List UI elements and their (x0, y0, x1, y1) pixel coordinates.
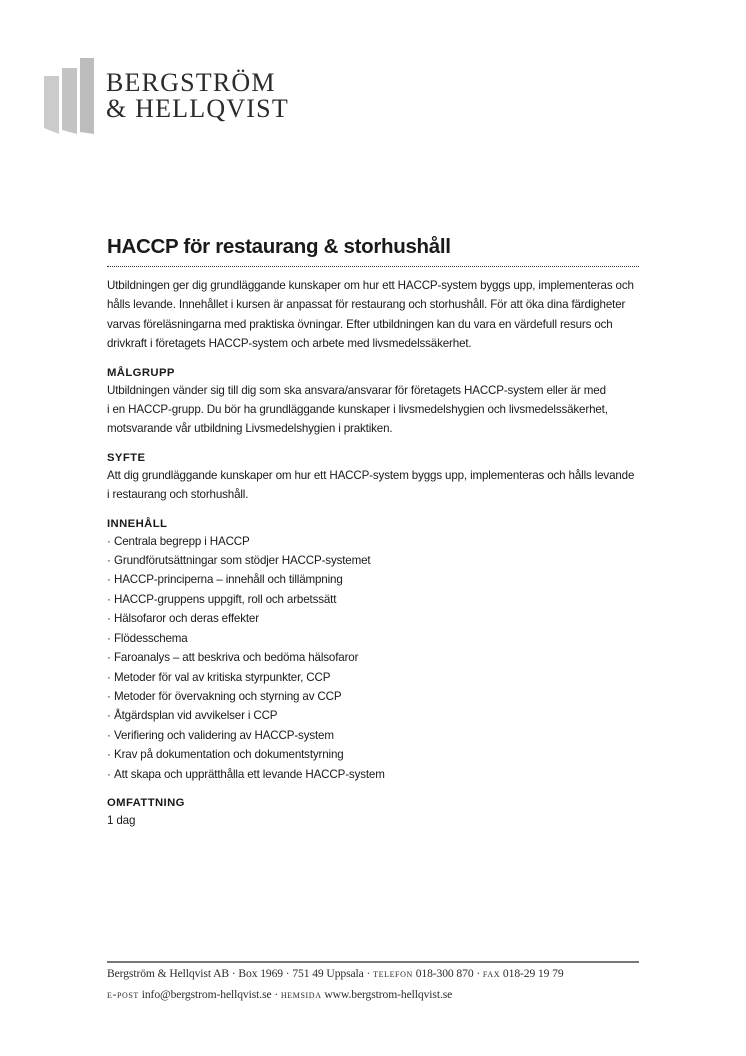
list-item (107, 726, 639, 745)
logo-line-1: BERGSTRÖM (106, 68, 276, 97)
bullet-icon: · (107, 709, 111, 723)
page-footer (107, 961, 639, 1005)
list-item-text: Metoder för övervakning och styrning av CCP (114, 689, 342, 703)
list-item-text: Åtgärdsplan vid avvikelser i CCP (114, 709, 278, 723)
footer-phone: 018-300 870 · (415, 967, 481, 980)
footer-email[interactable]: info@bergstrom-hellqvist.se · (141, 988, 279, 1001)
list-item-text: Grundförutsättningar som stödjer HACCP-systemet (114, 554, 371, 568)
malgrupp-paragraph (107, 381, 639, 439)
list-item (107, 687, 639, 706)
page-title: HACCP för restaurang & storhushåll (107, 235, 451, 258)
bullet-icon: · (107, 554, 111, 568)
logo-line-2: & HELLQVIST (106, 94, 289, 123)
footer-address: Bergström & Hellqvist AB · Box 1969 · 751 49 Uppsala · (107, 967, 371, 980)
document-body (107, 234, 639, 830)
list-item (107, 590, 639, 609)
bullet-icon: · (107, 534, 111, 548)
footer-fax-label: fax (482, 967, 501, 980)
list-item-text: Krav på dokumentation och dokumentstyrning (114, 748, 344, 762)
footer-web[interactable]: www.bergstrom-hellqvist.se (324, 988, 453, 1001)
section-heading-innehall: INNEHÅLL (107, 517, 168, 530)
omfattning-value: 1 dag (107, 813, 136, 827)
list-item (107, 765, 639, 784)
syfte-paragraph (107, 466, 639, 505)
intro-paragraph (107, 276, 639, 354)
bullet-icon: · (107, 592, 111, 606)
list-item-text: Att skapa och upprätthålla ett levande HACCP-system (114, 767, 385, 781)
syfte-line: Att dig grundläggande kunskaper om hur ett HACCP-system byggs upp, implementeras och hålls levande (107, 468, 635, 482)
malgrupp-line: i en HACCP-grupp. Du bör ha grundläggande kunskaper i livsmedelshygien och livsmedelssäkerhet, (107, 403, 608, 417)
malgrupp-line: motsvarande vår utbildning Livsmedelshygien i praktiken. (107, 422, 393, 436)
footer-web-label: hemsida (280, 988, 322, 1001)
bullet-icon: · (107, 728, 111, 742)
bullet-icon: · (107, 767, 111, 781)
footer-fax: 018-29 19 79 (502, 967, 564, 980)
title-divider (107, 266, 639, 267)
list-item-text: Verifiering och validering av HACCP-system (114, 728, 334, 742)
list-item (107, 551, 639, 570)
list-item (107, 745, 639, 764)
section-heading-omfattning: OMFATTNING (107, 796, 185, 809)
list-item (107, 648, 639, 667)
list-item-text: Faroanalys – att beskriva och bedöma hälsofaror (114, 651, 359, 665)
list-item-text: Metoder för val av kritiska styrpunkter, CCP (114, 670, 331, 684)
bullet-icon: · (107, 612, 111, 626)
list-item (107, 629, 639, 648)
intro-line: hålls levande. Innehållet i kursen är anpassat för restaurang och storhushåll. För att öka dina färdigheter (107, 298, 626, 312)
bullet-icon: · (107, 573, 111, 587)
innehall-list (107, 532, 639, 784)
footer-contact-line-2 (107, 984, 639, 1005)
logo-bars-icon (44, 56, 96, 134)
list-item (107, 532, 639, 551)
logo-wordmark (106, 70, 289, 122)
malgrupp-line: Utbildningen vänder sig till dig som ska ansvara/ansvarar för företagets HACCP-system eller är med (107, 383, 606, 397)
list-item-text: Centrala begrepp i HACCP (114, 534, 250, 548)
section-heading-syfte: SYFTE (107, 451, 146, 464)
syfte-line: i restaurang och storhushåll. (107, 488, 249, 502)
section-heading-malgrupp: MÅLGRUPP (107, 366, 175, 379)
list-item-text: HACCP-principerna – innehåll och tillämpning (114, 573, 343, 587)
bullet-icon: · (107, 670, 111, 684)
footer-email-label: e-post (107, 988, 139, 1001)
list-item-text: Hälsofaror och deras effekter (114, 612, 259, 626)
list-item (107, 609, 639, 628)
list-item (107, 570, 639, 589)
bullet-icon: · (107, 748, 111, 762)
bullet-icon: · (107, 631, 111, 645)
footer-contact-line-1 (107, 963, 639, 984)
list-item-text: Flödesschema (114, 631, 188, 645)
intro-line: drivkraft i företagets HACCP-system och arbete med livsmedelssäkerhet. (107, 337, 472, 351)
bullet-icon: · (107, 651, 111, 665)
intro-line: Utbildningen ger dig grundläggande kunskaper om hur ett HACCP-system byggs upp, implementeras och (107, 279, 634, 292)
bullet-icon: · (107, 689, 111, 703)
footer-phone-label: telefon (373, 967, 413, 980)
list-item (107, 668, 639, 687)
list-item (107, 706, 639, 725)
company-logo (44, 56, 304, 136)
intro-line: varvas föreläsningarna med praktiska övningar. Efter utbildningen kan du vara en värdefull resurs och (107, 317, 613, 331)
list-item-text: HACCP-gruppens uppgift, roll och arbetssätt (114, 592, 337, 606)
